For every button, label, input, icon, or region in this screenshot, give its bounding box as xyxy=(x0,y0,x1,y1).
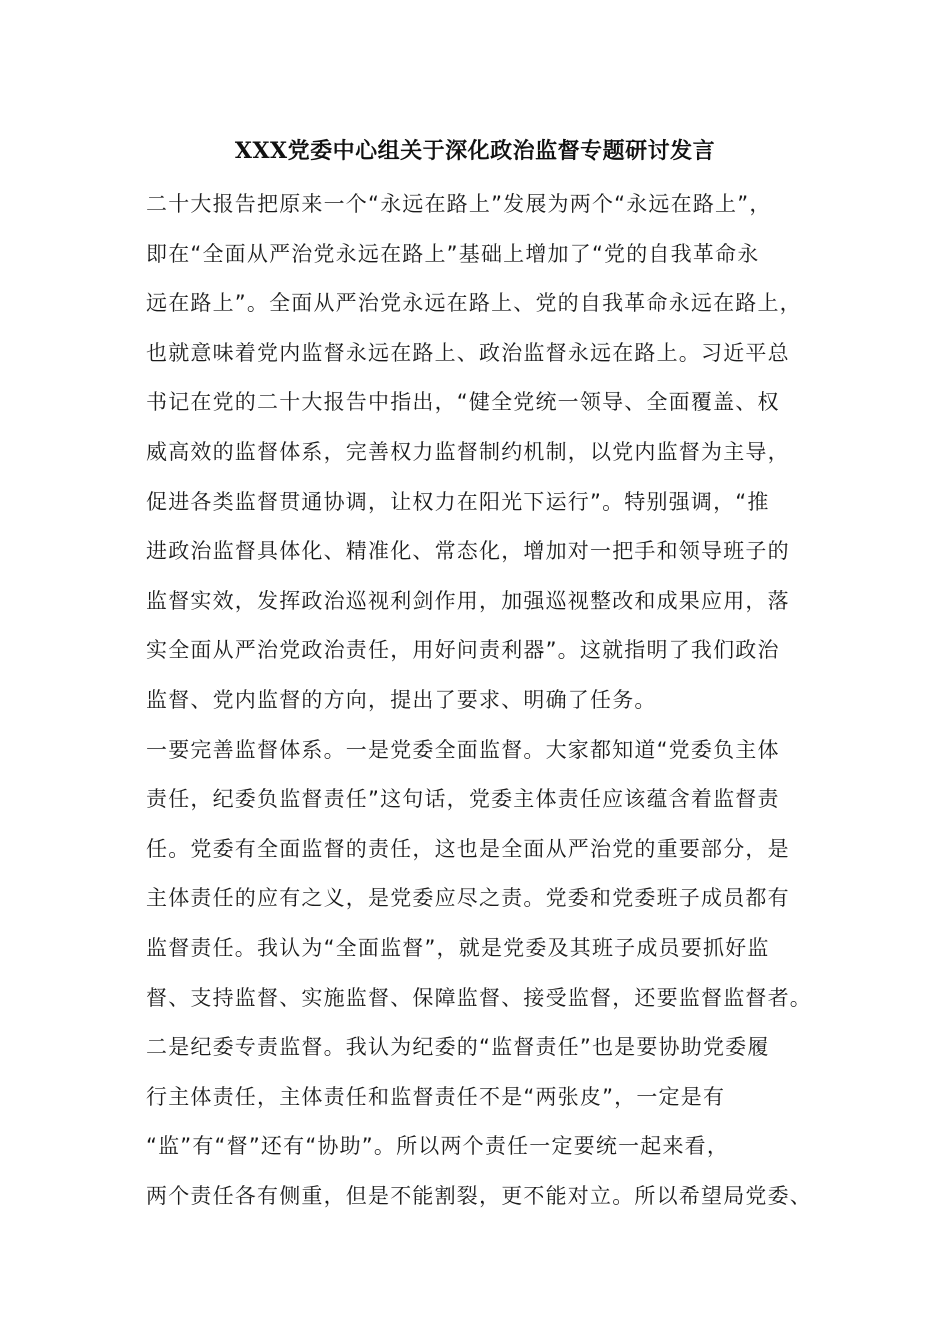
text-line: 两个责任各有侧重，但是不能割裂，更不能对立。所以希望局党委、 xyxy=(146,1183,812,1208)
text-line: 行主体责任，主体责任和监督责任不是“两张皮”，一定是有 xyxy=(146,1084,726,1109)
text-line: 书记在党的二十大报告中指出，“健全党统一领导、全面覆盖、权 xyxy=(146,390,780,415)
text-line: 威高效的监督体系，完善权力监督制约机制，以党内监督为主导， xyxy=(146,439,790,464)
text-line: 也就意味着党内监督永远在路上、政治监督永远在路上。习近平总 xyxy=(146,340,790,365)
text-line: 监督、党内监督的方向，提出了要求、明确了任务。 xyxy=(146,687,657,712)
text-line: “监”有“督”还有“协助”。所以两个责任一定要统一起来看， xyxy=(146,1134,730,1159)
text-line: 即在“全面从严治党永远在路上”基础上增加了“党的自我革命永 xyxy=(146,241,760,266)
text-line: 远在路上”。全面从严治党永远在路上、党的自我革命永远在路上， xyxy=(146,291,802,316)
text-line: 监督责任。我认为“全面监督”，就是党委及其班子成员要抓好监 xyxy=(146,935,770,960)
text-line: 责任，纪委负监督责任”这句话，党委主体责任应该蕴含着监督责 xyxy=(146,787,780,812)
text-line: 实全面从严治党政治责任，用好问责利器”。这就指明了我们政治 xyxy=(146,638,780,663)
text-line: 二是纪委专责监督。我认为纪委的“监督责任”也是要协助党委履 xyxy=(146,1035,770,1060)
text-line: 督、支持监督、实施监督、保障监督、接受监督，还要监督监督者。 xyxy=(146,985,812,1010)
text-line: 进政治监督具体化、精准化、常态化，增加对一把手和领导班子的 xyxy=(146,539,790,564)
text-line: 监督实效，发挥政治巡视利剑作用，加强巡视整改和成果应用，落 xyxy=(146,588,790,613)
text-line: 任。党委有全面监督的责任，这也是全面从严治党的重要部分，是 xyxy=(146,836,790,861)
document-body xyxy=(146,184,836,1225)
text-line: 一要完善监督体系。一是党委全面监督。大家都知道“党委负主体 xyxy=(146,737,780,762)
text-line: 促进各类监督贯通协调，让权力在阳光下运行”。特别强调，“推 xyxy=(146,489,770,514)
document-title: XXX党委中心组关于深化政治监督专题研讨发言 xyxy=(234,138,716,164)
text-line: 二十大报告把原来一个“永远在路上”发展为两个“永远在路上”， xyxy=(146,192,772,216)
text-line: 主体责任的应有之义，是党委应尽之责。党委和党委班子成员都有 xyxy=(146,886,790,911)
